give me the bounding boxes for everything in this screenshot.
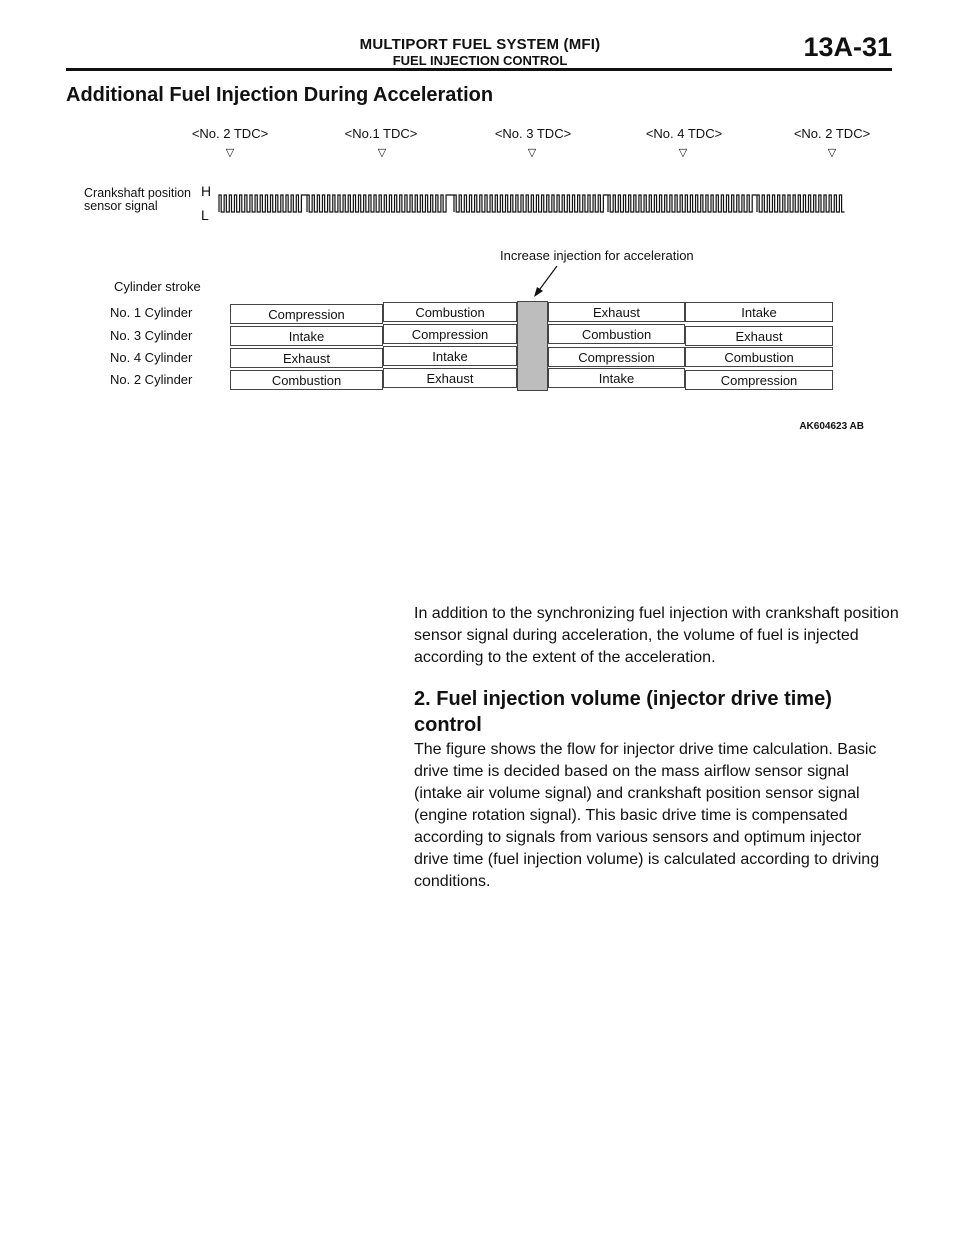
page-number: 13A-31 — [803, 32, 892, 62]
stroke-cell: Intake — [685, 302, 833, 322]
tdc-label-2: <No.1 TDC> — [344, 126, 418, 141]
signal-label: Crankshaft position sensor signal — [84, 186, 192, 213]
stroke-cell: Compression — [230, 304, 383, 324]
stroke-cell: Combustion — [685, 347, 833, 367]
stroke-cell: Compression — [383, 324, 517, 344]
tdc-arrow-icon: ▽ — [377, 147, 387, 159]
stroke-cell: Combustion — [548, 324, 685, 344]
cylinder-label: No. 3 Cylinder — [110, 328, 193, 343]
body-paragraph: The figure shows the flow for injector drive time calculation. Basic drive time is decided based on the mass airflow sensor signal (intake air volume signal) and crankshaft position sensor signal (engine rotation signal). This basic drive time is compensated according to signals from various sensors and optimum injector drive time (fuel injection volume) is calculated according to driving conditions. — [414, 741, 880, 890]
manual-section-title: MULTIPORT FUEL SYSTEM (MFI) — [359, 36, 601, 53]
manual-subsection-title: FUEL INJECTION CONTROL — [392, 53, 568, 68]
stroke-cell: Exhaust — [230, 348, 383, 368]
tdc-label-4: <No. 4 TDC> — [645, 126, 723, 141]
stroke-cell: Intake — [548, 368, 685, 388]
section-heading: Additional Fuel Injection During Acceleration — [66, 84, 494, 106]
stroke-cell: Combustion — [383, 302, 517, 322]
figure-code: AK604623 AB — [799, 421, 864, 432]
cylinder-label: No. 2 Cylinder — [110, 372, 193, 387]
stroke-cell: Compression — [548, 347, 685, 367]
acceleration-annotation: Increase injection for acceleration — [500, 248, 694, 263]
extra-injection-window — [517, 301, 548, 391]
tdc-arrow-icon: ▽ — [225, 147, 235, 159]
tdc-arrow-icon: ▽ — [827, 147, 837, 159]
stroke-cell: Exhaust — [685, 326, 833, 346]
stroke-cell: Combustion — [230, 370, 383, 390]
tdc-arrow-icon: ▽ — [678, 147, 688, 159]
annotation-pointer — [537, 266, 557, 293]
stroke-cell: Exhaust — [548, 302, 685, 322]
tdc-arrow-icon: ▽ — [527, 147, 537, 159]
cylinder-label: No. 4 Cylinder — [110, 350, 193, 365]
waveform-line — [219, 195, 845, 212]
signal-low-label: L — [201, 207, 209, 223]
subsection-heading: 2. Fuel injection volume (injector drive time) control — [414, 688, 832, 736]
stroke-cell: Compression — [685, 370, 833, 390]
stroke-cell: Exhaust — [383, 368, 517, 388]
body-paragraph: In addition to the synchronizing fuel injection with crankshaft position sensor signal during acceleration, the volume of fuel is injected according to the extent of the acceleration. — [414, 605, 899, 666]
annotation-arrowhead-icon — [534, 287, 543, 297]
cylinder-label: No. 1 Cylinder — [110, 305, 193, 320]
cylinder-stroke-label: Cylinder stroke — [114, 279, 201, 294]
tdc-label-5: <No. 2 TDC> — [793, 126, 871, 141]
tdc-label-3: <No. 3 TDC> — [494, 126, 572, 141]
signal-high-label: H — [201, 183, 212, 199]
stroke-cell: Intake — [230, 326, 383, 346]
stroke-cell: Intake — [383, 346, 517, 366]
tdc-label-1: <No. 2 TDC> — [191, 126, 269, 141]
